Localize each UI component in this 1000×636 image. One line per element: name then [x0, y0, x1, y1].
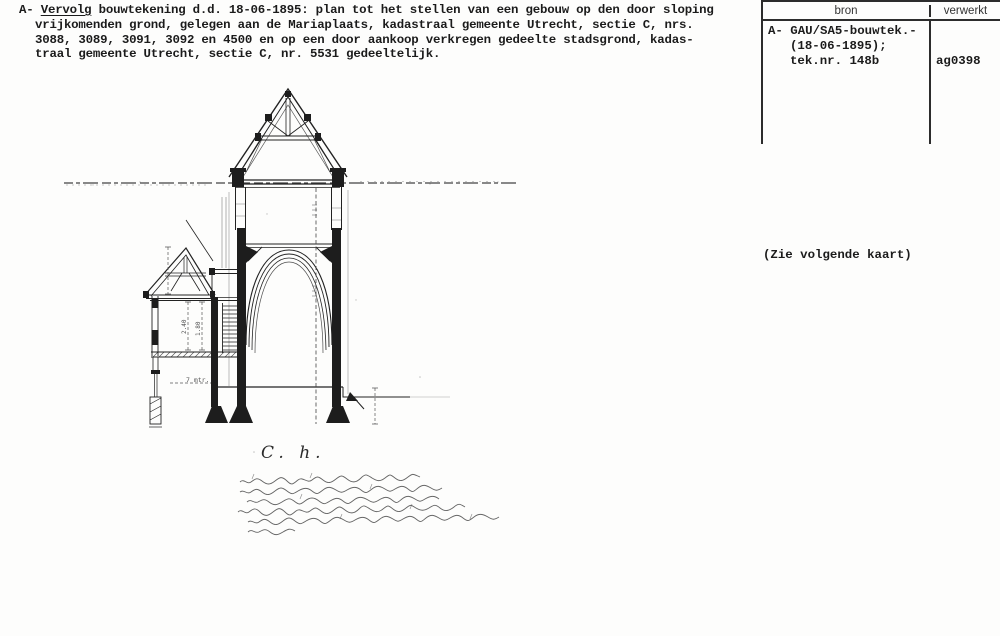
table-header-row [763, 2, 1000, 21]
dimension-lines [165, 188, 378, 424]
main-roof-truss [229, 89, 347, 188]
dim-label-height-a: 2.40 [181, 319, 188, 334]
description-line-3: 3088, 3089, 3091, 3092 en 4500 en op een door aankoop verkregen gedeelte stadsgrond, kadas- [35, 32, 694, 47]
description-line-1 [19, 3, 764, 18]
section-walls-black [143, 91, 358, 423]
bron-line-3: tek.nr. 148b [790, 54, 880, 68]
basement-floor [212, 387, 450, 409]
table-body-row [763, 21, 1000, 144]
bron-line-1: A- GAU/SA5-bouwtek.- [768, 24, 917, 38]
arch [246, 244, 332, 353]
section-caption: C. h. [261, 443, 326, 463]
column-header-bron: bron [763, 5, 931, 17]
underlined-word: Vervolg [40, 3, 92, 17]
scan-specks [92, 179, 498, 453]
column-header-verwerkt: verwerkt [943, 4, 988, 17]
small-roof-truss [144, 248, 238, 301]
bron-verwerkt-table [761, 0, 1000, 144]
verwerkt-cell: ag0398 [936, 54, 981, 68]
description-line-1-rest: bouwtekening d.d. 18-06-1895: plan tot het stellen van een gebouw op den door sloping [91, 3, 714, 17]
small-building [149, 296, 246, 427]
description-line-2: vrijkomenden grond, gelegen aan de Mariaplaats, kadastraal gemeente Utrecht, sectie C, nrs. [35, 17, 694, 32]
ladder [223, 303, 238, 353]
description-paragraph [19, 3, 764, 62]
description-line-4: traal gemeente Utrecht, sectie C, nr. 5531 gedeeltelijk. [35, 47, 441, 62]
bron-cell [763, 21, 931, 144]
item-letter: A- [19, 3, 41, 17]
main-walls-upper [236, 187, 342, 230]
bron-line-2: (18-06-1895); [790, 39, 887, 53]
dim-label-height-b: 1.80 [195, 321, 202, 336]
handwritten-notes [238, 473, 499, 535]
dim-label-depth: 7 mtr. [186, 376, 210, 384]
zie-volgende-kaart-note: (Zie volgende kaart) [763, 248, 912, 262]
